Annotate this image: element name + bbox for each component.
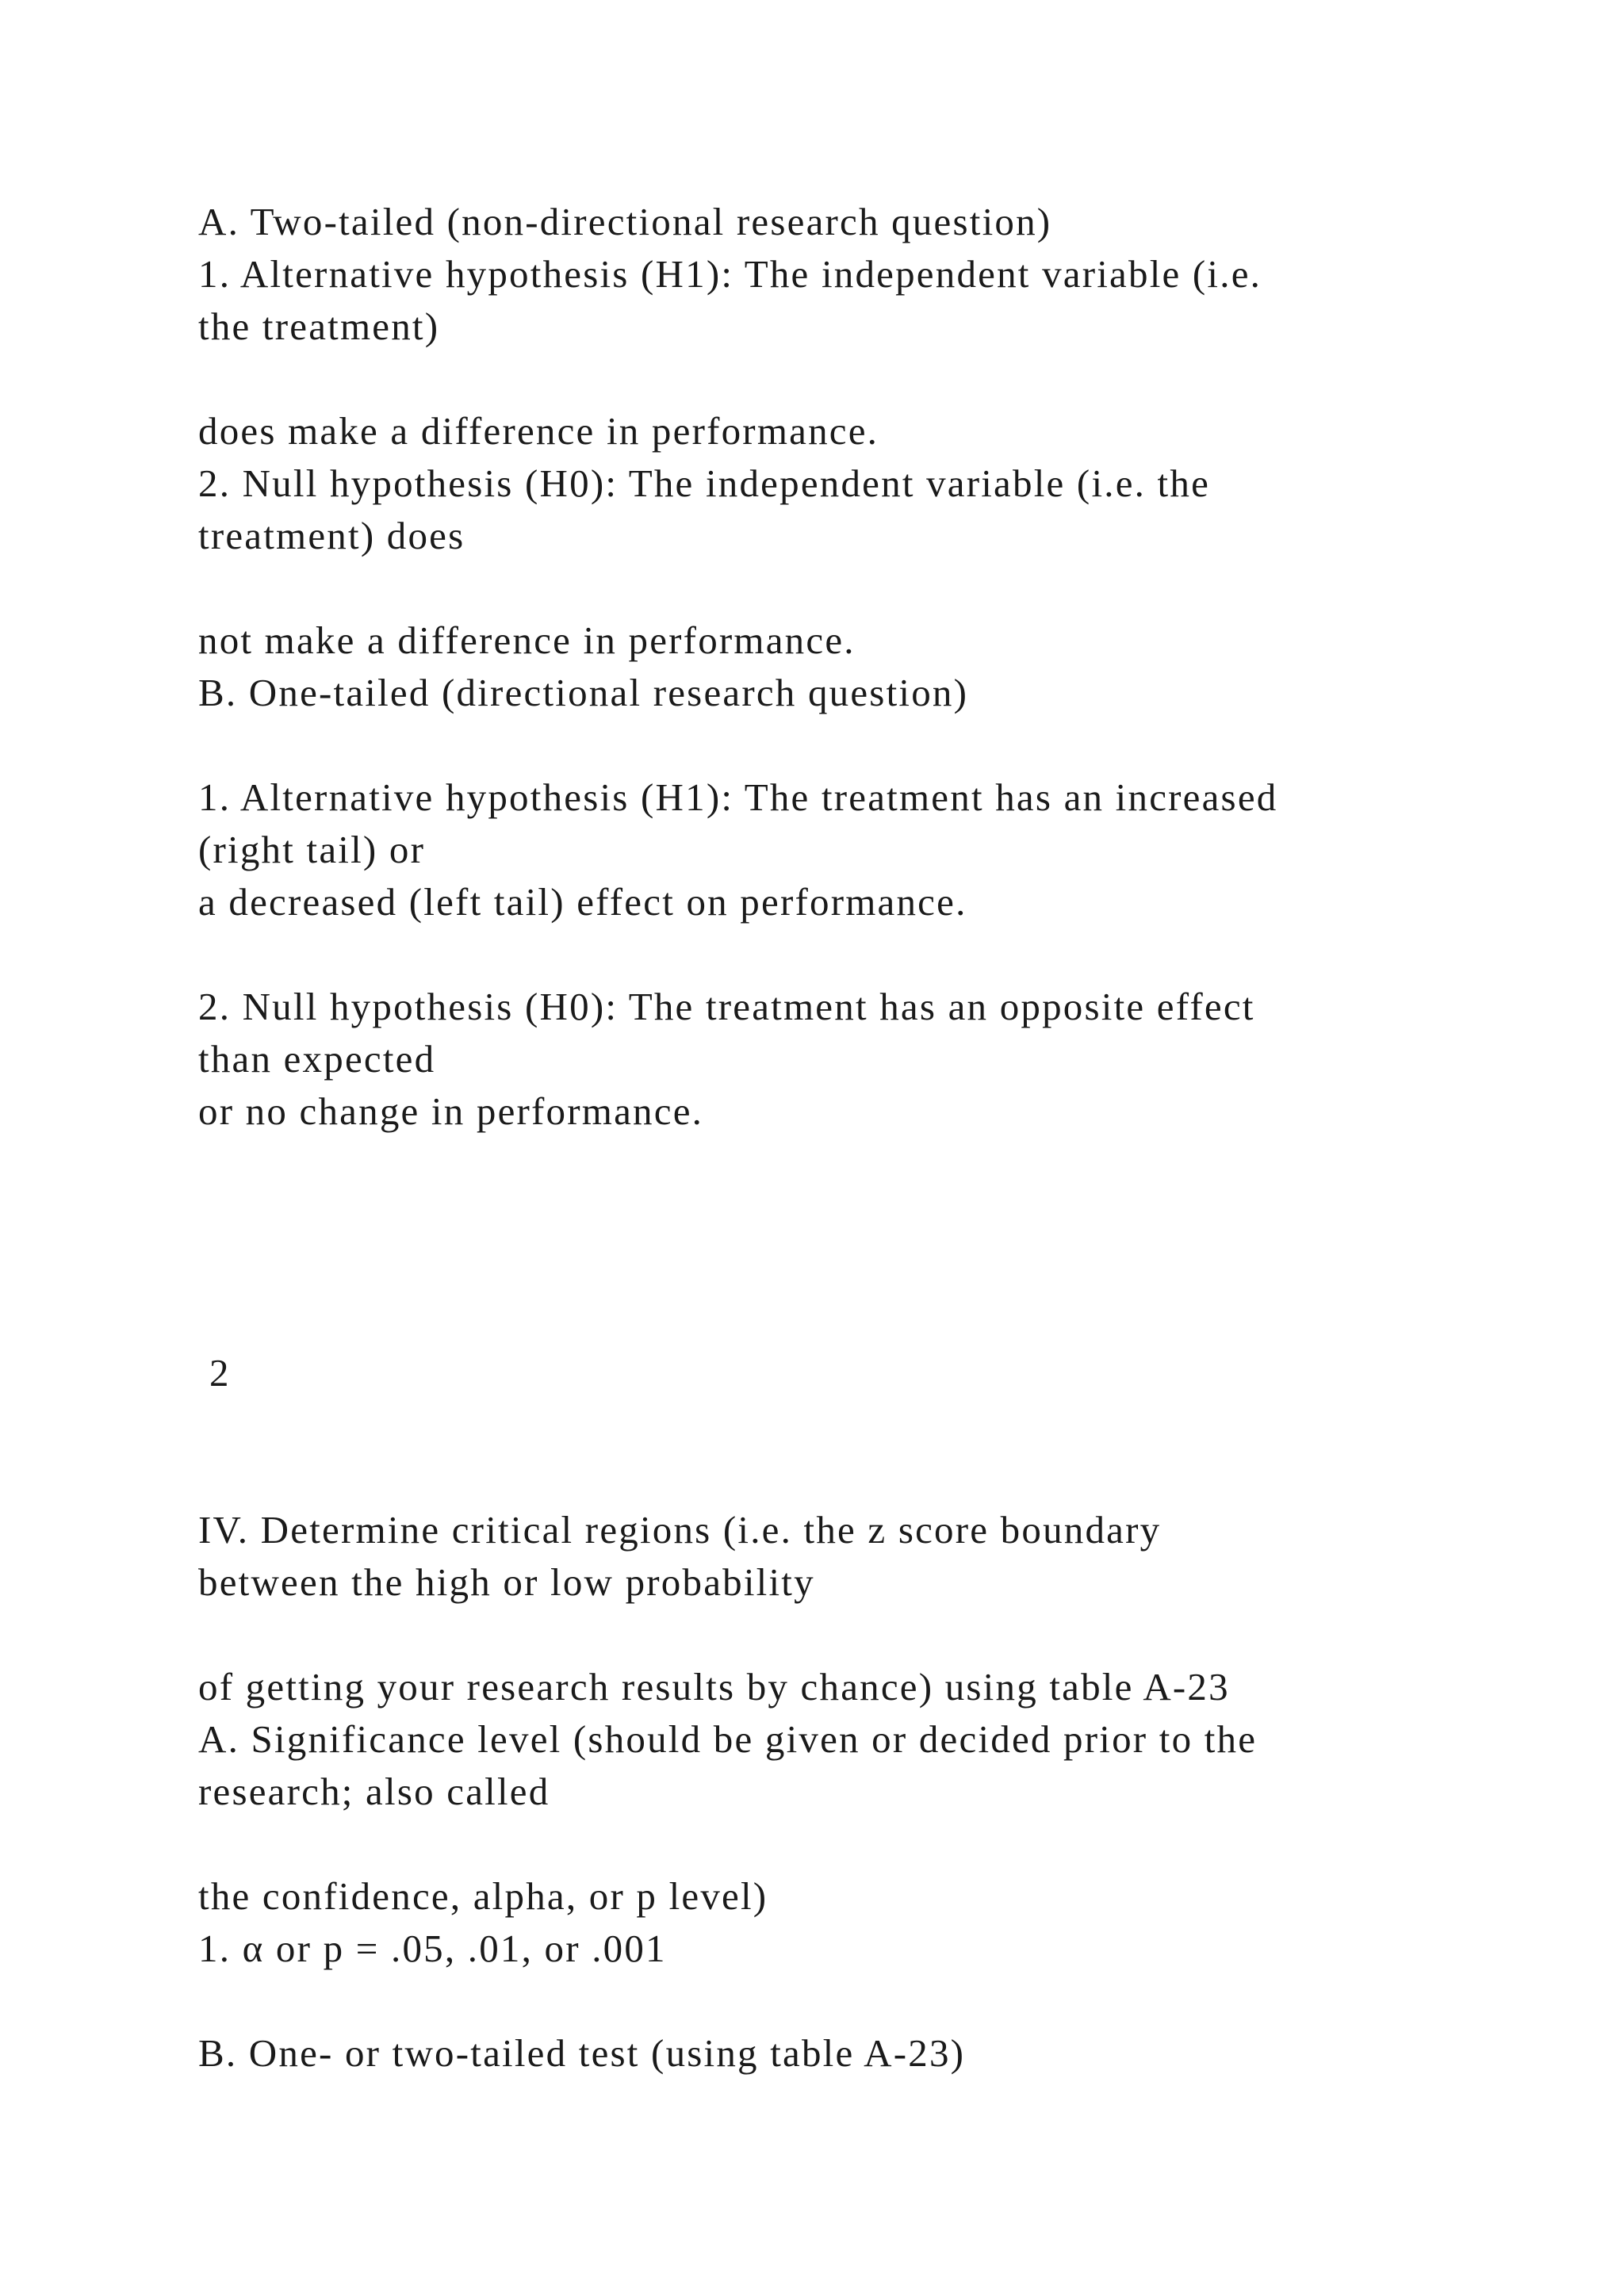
alt-hypothesis-one-tailed-line-2: (right tail) or — [198, 828, 426, 871]
alt-hypothesis-two-tailed-line-3: does make a difference in performance. — [198, 409, 879, 453]
significance-level-line-2: research; also called — [198, 1770, 550, 1813]
null-hypothesis-one-tailed-line-3: or no change in performance. — [198, 1089, 704, 1133]
alpha-values-line: 1. α or p = .05, .01, or .001 — [198, 1927, 667, 1970]
alt-hypothesis-one-tailed-line-3: a decreased (left tail) effect on performance. — [198, 880, 967, 924]
significance-level-line-3: the confidence, alpha, or p level) — [198, 1874, 768, 1918]
alt-hypothesis-one-tailed-line-1: 1. Alternative hypothesis (H1): The treatment has an increased — [198, 775, 1278, 819]
significance-level-line-1: A. Significance level (should be given or decided prior to the — [198, 1717, 1258, 1761]
alt-hypothesis-two-tailed-line-2: the treatment) — [198, 304, 440, 348]
null-hypothesis-two-tailed-line-2: treatment) does — [198, 514, 465, 557]
null-hypothesis-one-tailed-line-2: than expected — [198, 1037, 436, 1081]
null-hypothesis-one-tailed-line-1: 2. Null hypothesis (H0): The treatment has an opposite effect — [198, 985, 1255, 1028]
critical-regions-heading-line-2: between the high or low probability — [198, 1560, 815, 1604]
null-hypothesis-two-tailed-line-3: not make a difference in performance. — [198, 618, 856, 662]
one-tailed-heading: B. One-tailed (directional research question) — [198, 671, 969, 714]
null-hypothesis-two-tailed-line-1: 2. Null hypothesis (H0): The independent variable (i.e. the — [198, 461, 1211, 505]
alt-hypothesis-two-tailed-line-1: 1. Alternative hypothesis (H1): The independent variable (i.e. — [198, 252, 1262, 296]
page-number: 2 — [209, 1351, 231, 1395]
critical-regions-heading-line-1: IV. Determine critical regions (i.e. the z score boundary — [198, 1508, 1162, 1552]
one-or-two-tailed-test-line: B. One- or two-tailed test (using table A-23) — [198, 2031, 966, 2075]
two-tailed-heading: A. Two-tailed (non-directional research question) — [198, 200, 1052, 243]
critical-regions-heading-line-3: of getting your research results by chance) using table A-23 — [198, 1665, 1230, 1709]
